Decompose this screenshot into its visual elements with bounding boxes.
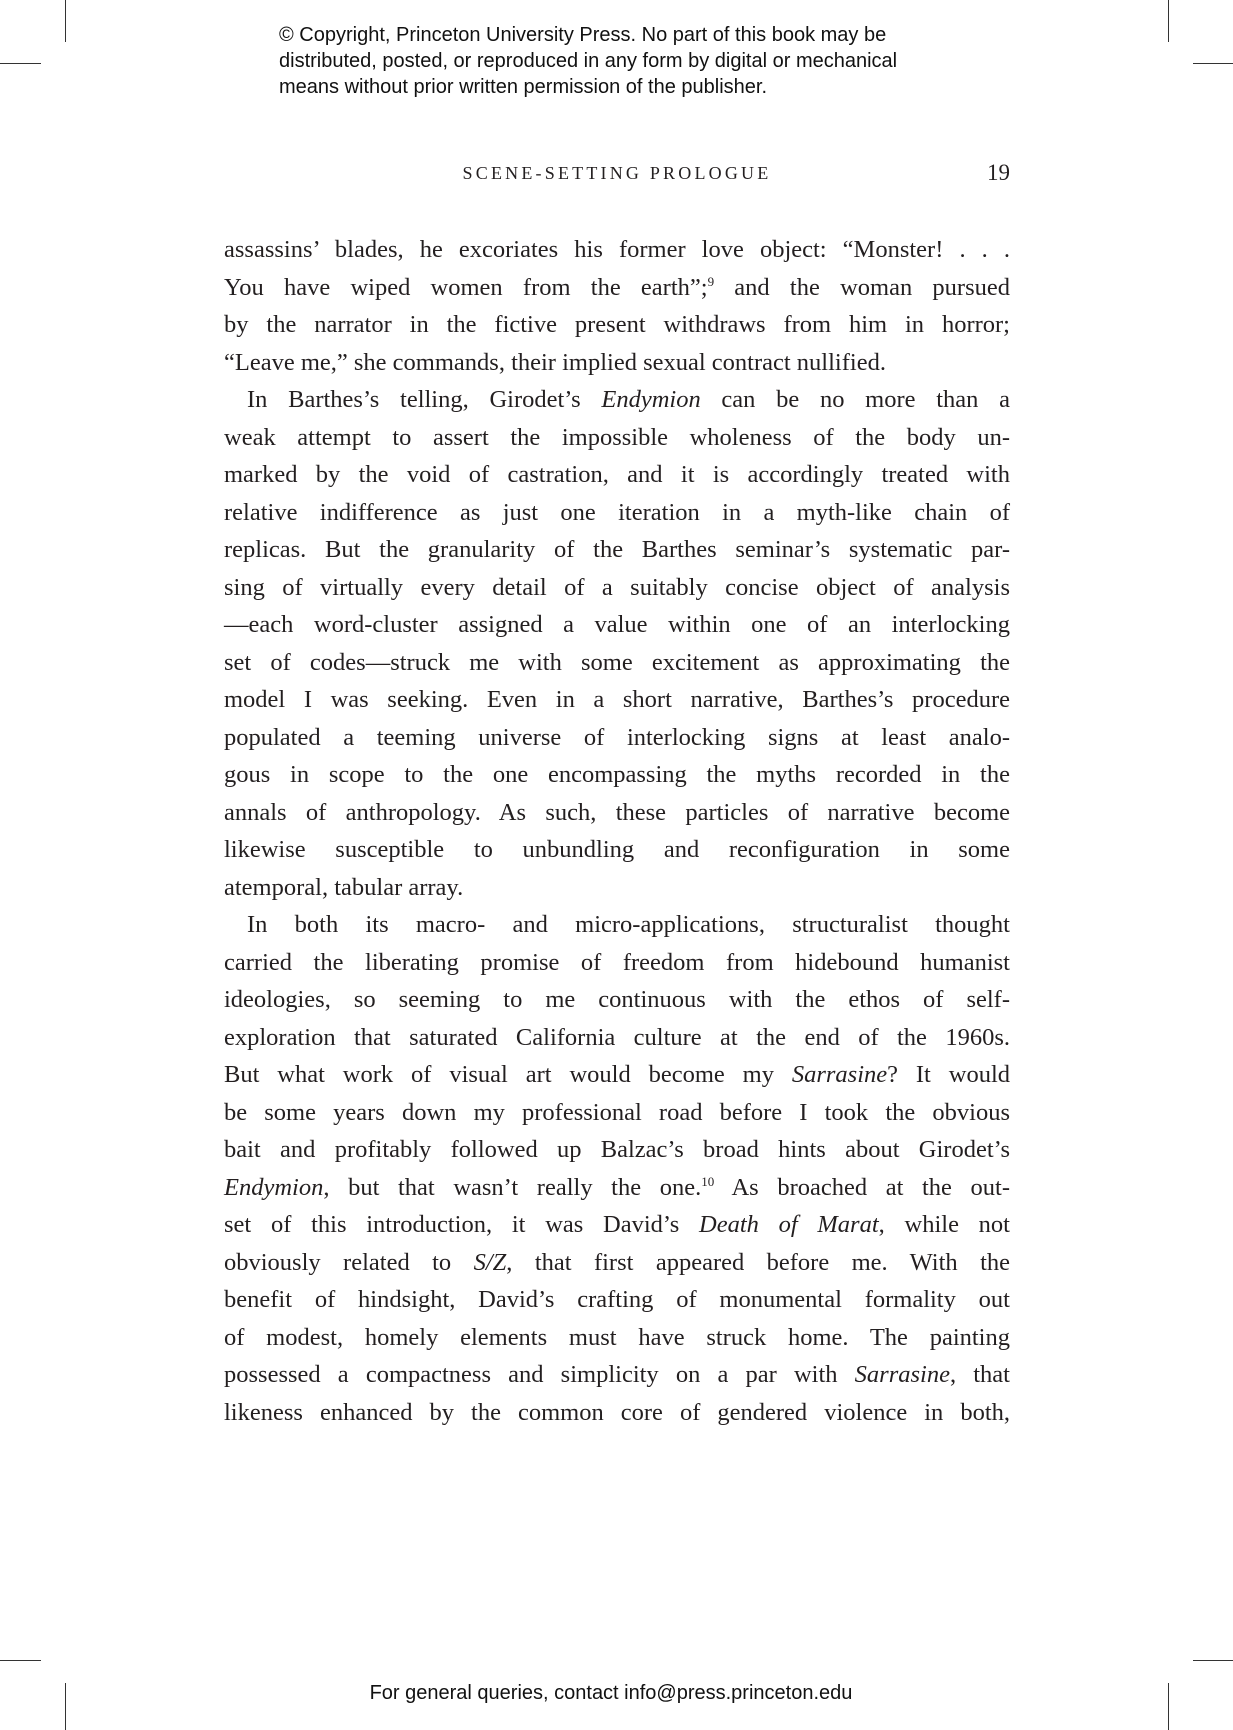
crop-mark-top-right-vertical: [1168, 0, 1169, 42]
footnote-ref: 9: [707, 273, 715, 289]
text-line: [224, 944, 1010, 982]
text-line: [224, 1356, 1010, 1394]
text-line: [224, 569, 1010, 607]
footnote-ref: 10: [701, 1173, 715, 1189]
crop-mark-bottom-right-horizontal: [1193, 1660, 1233, 1661]
text-run: annals of anthropology. As such, these particles of narrative become: [224, 798, 1010, 826]
text-run: obviously related to: [224, 1248, 474, 1276]
text-line: [224, 531, 1010, 569]
copyright-notice: [279, 22, 999, 100]
text-run: likeness enhanced by the common core of gendered violence in both,: [224, 1398, 1010, 1426]
text-run: of modest, homely elements must have struck home. The painting: [224, 1323, 1010, 1351]
text-line: [224, 606, 1010, 644]
text-run: , that first appeared before me. With the: [506, 1248, 1010, 1276]
text-line: [224, 1056, 1010, 1094]
text-line: [224, 681, 1010, 719]
text-line: [224, 419, 1010, 457]
text-run: be some years down my professional road before I took the obvious: [224, 1098, 1010, 1126]
text-run: marked by the void of castration, and it is accordingly treated with: [224, 461, 1010, 488]
text-run: gous in scope to the one encompassing the myths recorded in the: [224, 761, 1010, 788]
text-run: and the woman pursued: [714, 273, 1010, 301]
text-line: [224, 756, 1010, 794]
text-run: “Leave me,” she commands, their implied sexual contract nullified.: [224, 348, 886, 376]
text-line: [224, 231, 1010, 269]
paragraph: [224, 381, 1010, 906]
copyright-line: means without prior written permission of the publisher.: [279, 76, 768, 98]
text-run: But what work of visual art would become my: [224, 1061, 792, 1088]
text-run: by the narrator in the fictive present withdraws from him in horror;: [224, 311, 1010, 338]
text-line: [224, 981, 1010, 1019]
crop-mark-top-left-horizontal: [0, 63, 41, 64]
text-line: [224, 381, 1010, 419]
text-run: weak attempt to assert the impossible wholeness of the body un-: [224, 423, 1010, 451]
text-line: [224, 1094, 1010, 1132]
text-line: [224, 644, 1010, 682]
text-line: [224, 1244, 1010, 1282]
text-line: [224, 1206, 1010, 1244]
text-run: —each word-cluster assigned a value within one of an interlocking: [224, 611, 1010, 638]
text-line: [224, 1169, 1010, 1207]
running-head: [224, 160, 1010, 190]
text-run: benefit of hindsight, David’s crafting of monumental formality out: [224, 1286, 1010, 1313]
text-run: sing of virtually every detail of a suitably concise object of analysis: [224, 573, 1010, 601]
running-head-title: SCENE-SETTING PROLOGUE: [462, 163, 772, 183]
crop-mark-top-left-vertical: [65, 0, 66, 42]
text-line: [224, 794, 1010, 832]
text-run: ideologies, so seeming to me continuous with the ethos of self-: [224, 986, 1010, 1013]
italic-title: Sarrasine: [791, 1061, 888, 1088]
body-text: [224, 231, 1010, 1431]
text-run: replicas. But the granularity of the Barthes seminar’s systematic par-: [224, 536, 1010, 563]
paragraph: [224, 906, 1010, 1431]
text-run: In both its macro- and micro-applications, structuralist thought: [247, 911, 1010, 938]
text-line: [224, 269, 1010, 307]
text-line: [224, 1394, 1010, 1432]
text-run: assassins’ blades, he excoriates his former love object: “Monster! . . .: [224, 236, 1010, 263]
text-line: [224, 306, 1010, 344]
text-run: bait and profitably followed up Balzac’s broad hints about Girodet’s: [224, 1136, 1010, 1163]
italic-title: S/Z: [473, 1248, 507, 1276]
text-run: set of codes—struck me with some excitement as approximating the: [224, 648, 1010, 676]
italic-title: Death of Marat: [699, 1211, 879, 1238]
text-line: [224, 906, 1010, 944]
text-run: can be no more than a: [700, 386, 1010, 413]
text-line: [224, 344, 1010, 382]
text-run: relative indifference as just one iteration in a myth-like chain of: [224, 498, 1010, 526]
crop-mark-top-right-horizontal: [1193, 63, 1233, 64]
text-line: [224, 1019, 1010, 1057]
text-run: populated a teeming universe of interlocking signs at least analo-: [224, 723, 1010, 751]
text-line: [224, 494, 1010, 532]
text-run: set of this introduction, it was David’s: [224, 1211, 699, 1238]
text-run: ? It would: [887, 1061, 1010, 1088]
text-run: , that: [949, 1361, 1010, 1388]
italic-title: Endymion: [224, 1173, 324, 1201]
text-run: In Barthes’s telling, Girodet’s: [247, 386, 602, 413]
text-run: , but that wasn’t really the one.: [323, 1173, 702, 1201]
text-run: carried the liberating promise of freedom from hidebound humanist: [224, 948, 1010, 976]
text-run: likewise susceptible to unbundling and reconfiguration in some: [224, 836, 1010, 863]
copyright-line: distributed, posted, or reproduced in any form by digital or mechanical: [279, 50, 898, 72]
text-run: atemporal, tabular array.: [224, 873, 464, 901]
text-run: possessed a compactness and simplicity on a par with: [224, 1361, 855, 1388]
text-run: As broached at the out-: [714, 1173, 1010, 1201]
text-line: [224, 831, 1010, 869]
text-run: , while not: [878, 1211, 1010, 1238]
page-number: 19: [987, 160, 1010, 185]
text-run: You have wiped women from the earth”;: [224, 273, 708, 301]
text-line: [224, 1131, 1010, 1169]
text-line: [224, 456, 1010, 494]
crop-mark-bottom-left-horizontal: [0, 1660, 41, 1661]
text-line: [224, 719, 1010, 757]
paragraph: [224, 231, 1010, 381]
copyright-line: © Copyright, Princeton University Press. No part of this book may be: [279, 24, 887, 46]
text-line: [224, 1281, 1010, 1319]
italic-title: Sarrasine: [854, 1361, 950, 1388]
footer-contact: For general queries, contact info@press.princeton.edu: [369, 1682, 853, 1704]
text-line: [224, 1319, 1010, 1357]
italic-title: Endymion: [601, 386, 701, 413]
text-line: [224, 869, 1010, 907]
text-run: model I was seeking. Even in a short narrative, Barthes’s procedure: [224, 686, 1010, 713]
text-run: exploration that saturated California culture at the end of the 1960s.: [224, 1023, 1010, 1051]
